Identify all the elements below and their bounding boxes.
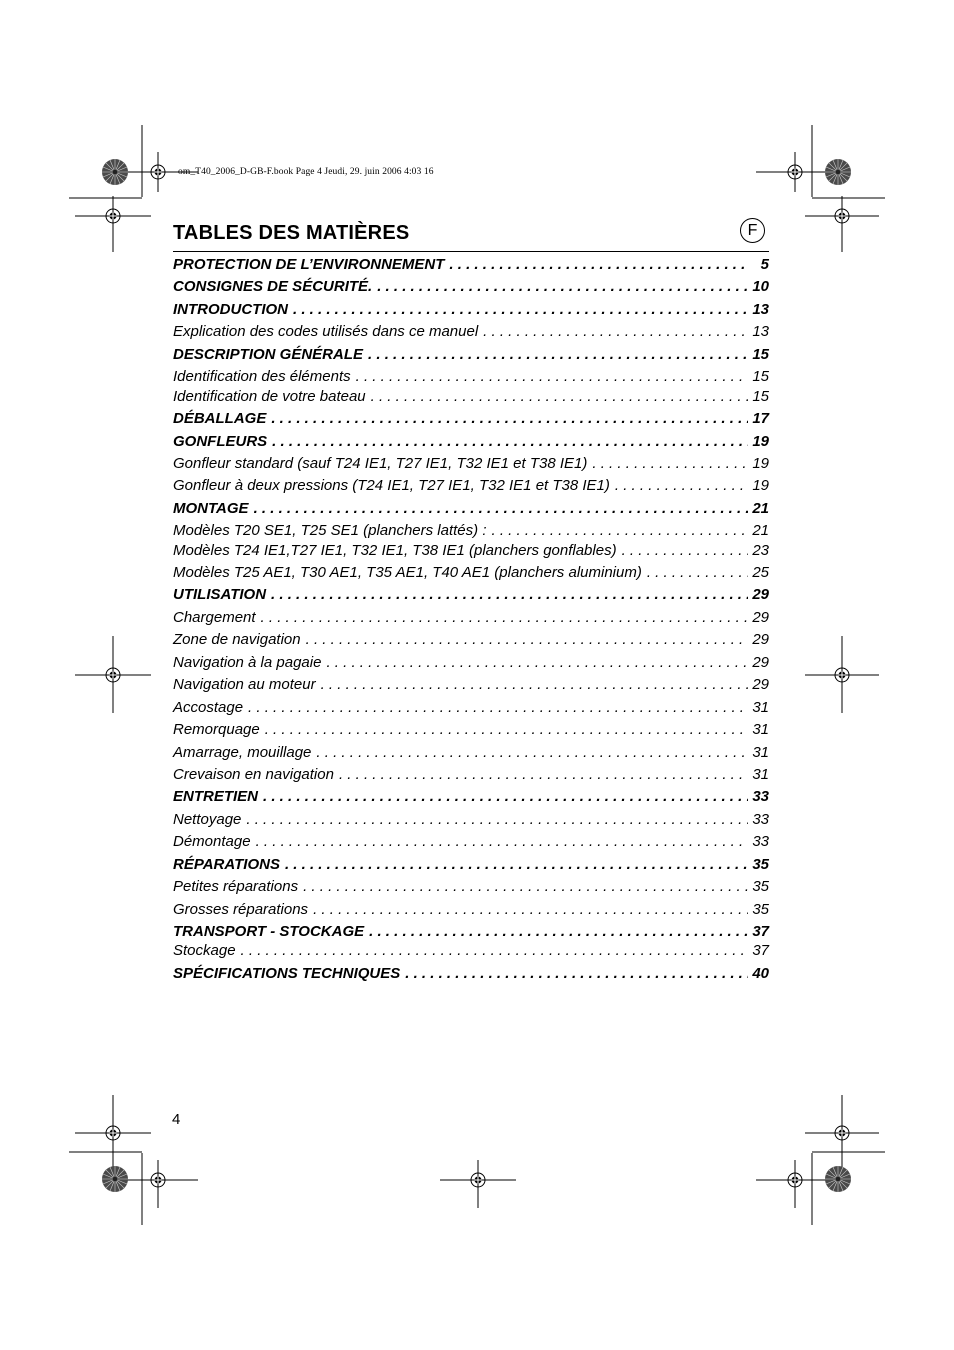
toc-entry[interactable] xyxy=(173,609,769,627)
toc-entry[interactable] xyxy=(173,477,769,495)
toc-entry-label: INTRODUCTION xyxy=(173,301,288,318)
toc-entry-page: 15 xyxy=(752,346,769,363)
toc-entry[interactable] xyxy=(173,410,769,428)
toc-entry-page: 15 xyxy=(752,388,769,405)
dot-leader xyxy=(405,965,748,983)
toc-entry[interactable] xyxy=(173,856,769,874)
toc-entry[interactable] xyxy=(173,500,769,518)
dot-leader xyxy=(265,721,748,739)
toc-entry-page: 33 xyxy=(752,788,769,805)
dot-leader xyxy=(246,811,748,829)
dot-leader xyxy=(356,368,748,386)
toc-entry-page: 21 xyxy=(752,500,769,517)
toc-entry-label: Identification des éléments xyxy=(173,368,351,385)
page-number: 4 xyxy=(172,1111,181,1128)
toc-entry-page: 23 xyxy=(752,542,769,559)
toc-entry[interactable] xyxy=(173,586,769,604)
toc-entry-label: ENTRETIEN xyxy=(173,788,259,805)
toc-entry-label: TRANSPORT - STOCKAGE xyxy=(173,923,365,940)
toc-entry[interactable] xyxy=(173,833,769,851)
dot-leader xyxy=(321,676,748,694)
dot-leader xyxy=(261,609,748,627)
toc-entry[interactable] xyxy=(173,433,769,451)
toc-entry-label: Nettoyage xyxy=(173,811,242,828)
toc-entry-page: 13 xyxy=(752,301,769,318)
toc-entry[interactable] xyxy=(173,942,769,960)
toc-entry-label: Modèles T20 SE1, T25 SE1 (planchers lattés) : xyxy=(173,522,487,539)
toc-entry-page: 21 xyxy=(752,522,769,539)
toc-entry-page: 31 xyxy=(752,721,769,738)
dot-leader xyxy=(241,942,748,960)
toc-entry-page: 33 xyxy=(752,833,769,850)
toc-entry-page: 29 xyxy=(752,631,769,648)
dot-leader xyxy=(615,477,748,495)
toc-entry-label: Gonfleur standard (sauf T24 IE1, T27 IE1, T32 IE1 et T38 IE1) xyxy=(173,455,588,472)
toc-entry-label: Petites réparations xyxy=(173,878,299,895)
dot-leader xyxy=(326,654,748,672)
dot-leader xyxy=(271,410,748,428)
toc-entry[interactable] xyxy=(173,721,769,739)
toc-entry-label: Stockage xyxy=(173,942,236,959)
toc-entry-page: 29 xyxy=(752,676,769,693)
toc-entry-page: 25 xyxy=(752,564,769,581)
toc-entry[interactable] xyxy=(173,631,769,649)
toc-entry[interactable] xyxy=(173,744,769,762)
toc-entry-label: UTILISATION xyxy=(173,586,267,603)
toc-entry-page: 29 xyxy=(752,586,769,603)
toc-entry-label: CONSIGNES DE SÉCURITÉ. xyxy=(173,278,373,295)
dot-leader xyxy=(592,455,748,473)
toc-entry-label: PROTECTION DE L’ENVIRONNEMENT xyxy=(173,256,445,273)
toc-entry-page: 19 xyxy=(752,477,769,494)
toc-entry[interactable] xyxy=(173,256,769,274)
dot-leader xyxy=(339,766,748,784)
toc-entry-page: 31 xyxy=(752,766,769,783)
toc-entry[interactable] xyxy=(173,542,769,560)
dot-leader xyxy=(449,256,748,274)
toc-entry-page: 35 xyxy=(752,856,769,873)
toc-entry[interactable] xyxy=(173,923,769,941)
toc-entry-label: Identification de votre bateau xyxy=(173,388,366,405)
dot-leader xyxy=(369,923,748,941)
title-divider xyxy=(173,251,769,252)
toc-entry[interactable] xyxy=(173,278,769,296)
toc-entry-label: Chargement xyxy=(173,609,256,626)
toc-entry[interactable] xyxy=(173,788,769,806)
toc-entry[interactable] xyxy=(173,323,769,341)
toc-entry[interactable] xyxy=(173,878,769,896)
toc-entry-label: Navigation au moteur xyxy=(173,676,316,693)
toc-entry-label: Explication des codes utilisés dans ce manuel xyxy=(173,323,479,340)
toc-entry[interactable] xyxy=(173,654,769,672)
toc-entry-page: 19 xyxy=(752,433,769,450)
dot-leader xyxy=(647,564,748,582)
dot-leader xyxy=(272,433,748,451)
toc-entry-page: 33 xyxy=(752,811,769,828)
toc-entry-page: 15 xyxy=(752,368,769,385)
toc-entry-label: Amarrage, mouillage xyxy=(173,744,312,761)
toc-entry[interactable] xyxy=(173,901,769,919)
toc-entry-label: DESCRIPTION GÉNÉRALE xyxy=(173,346,364,363)
dot-leader xyxy=(368,346,748,364)
toc-entry-label: DÉBALLAGE xyxy=(173,410,267,427)
toc-entry-page: 10 xyxy=(752,278,769,295)
dot-leader xyxy=(306,631,748,649)
dot-leader xyxy=(293,301,748,319)
toc-entry[interactable] xyxy=(173,699,769,717)
dot-leader xyxy=(491,522,748,540)
dot-leader xyxy=(377,278,748,296)
dot-leader xyxy=(371,388,748,406)
toc-entry[interactable] xyxy=(173,388,769,406)
toc-entry-page: 37 xyxy=(752,923,769,940)
toc-entry-label: Zone de navigation xyxy=(173,631,301,648)
toc-entry-label: Grosses réparations xyxy=(173,901,309,918)
toc-entry-page: 13 xyxy=(752,323,769,340)
toc-entry-label: GONFLEURS xyxy=(173,433,268,450)
page-title: TABLES DES MATIÈRES xyxy=(173,222,410,244)
dot-leader xyxy=(271,586,748,604)
toc-entry-label: Gonfleur à deux pressions (T24 IE1, T27 IE1, T32 IE1 et T38 IE1) xyxy=(173,477,610,494)
toc-entry[interactable] xyxy=(173,522,769,540)
dot-leader xyxy=(313,901,748,919)
toc-entry-label: Remorquage xyxy=(173,721,260,738)
toc-entry[interactable] xyxy=(173,965,769,983)
dot-leader xyxy=(622,542,748,560)
toc-entry[interactable] xyxy=(173,811,769,829)
toc-entry-page: 5 xyxy=(760,256,769,273)
toc-entry-page: 35 xyxy=(752,901,769,918)
toc-entry-label: RÉPARATIONS xyxy=(173,856,280,873)
toc-entry-label: SPÉCIFICATIONS TECHNIQUES xyxy=(173,965,401,982)
toc-entry-label: Accostage xyxy=(173,699,244,716)
toc-entry[interactable] xyxy=(173,301,769,319)
dot-leader xyxy=(303,878,748,896)
toc-entry-page: 29 xyxy=(752,609,769,626)
toc-entry-page: 35 xyxy=(752,878,769,895)
toc-entry-page: 19 xyxy=(752,455,769,472)
toc-entry[interactable] xyxy=(173,766,769,784)
toc-entry-page: 40 xyxy=(752,965,769,982)
dot-leader xyxy=(285,856,748,874)
dot-leader xyxy=(248,699,748,717)
language-badge: F xyxy=(740,218,765,243)
toc-entry-label: Modèles T24 IE1,T27 IE1, T32 IE1, T38 IE1 (planchers gonflables) xyxy=(173,542,617,559)
toc-entry-page: 31 xyxy=(752,744,769,761)
toc-entry-label: Démontage xyxy=(173,833,251,850)
toc-entry[interactable] xyxy=(173,346,769,364)
dot-leader xyxy=(263,788,748,806)
toc-entry[interactable] xyxy=(173,368,769,386)
toc-entry[interactable] xyxy=(173,455,769,473)
dot-leader xyxy=(256,833,748,851)
toc-entry-label: Navigation à la pagaie xyxy=(173,654,322,671)
toc-entry-page: 37 xyxy=(752,942,769,959)
toc-entry-label: Modèles T25 AE1, T30 AE1, T35 AE1, T40 AE1 (planchers aluminium) xyxy=(173,564,642,581)
toc-entry-page: 29 xyxy=(752,654,769,671)
print-header: om_T40_2006_D-GB-F.book Page 4 Jeudi, 29. juin 2006 4:03 16 xyxy=(178,167,434,177)
toc-entry[interactable] xyxy=(173,564,769,582)
dot-leader xyxy=(254,500,748,518)
toc-entry-label: Crevaison en navigation xyxy=(173,766,334,783)
toc-entry-page: 31 xyxy=(752,699,769,716)
toc-entry-label: MONTAGE xyxy=(173,500,249,517)
toc-entry[interactable] xyxy=(173,676,769,694)
dot-leader xyxy=(483,323,748,341)
dot-leader xyxy=(316,744,748,762)
toc-entry-page: 17 xyxy=(752,410,769,427)
